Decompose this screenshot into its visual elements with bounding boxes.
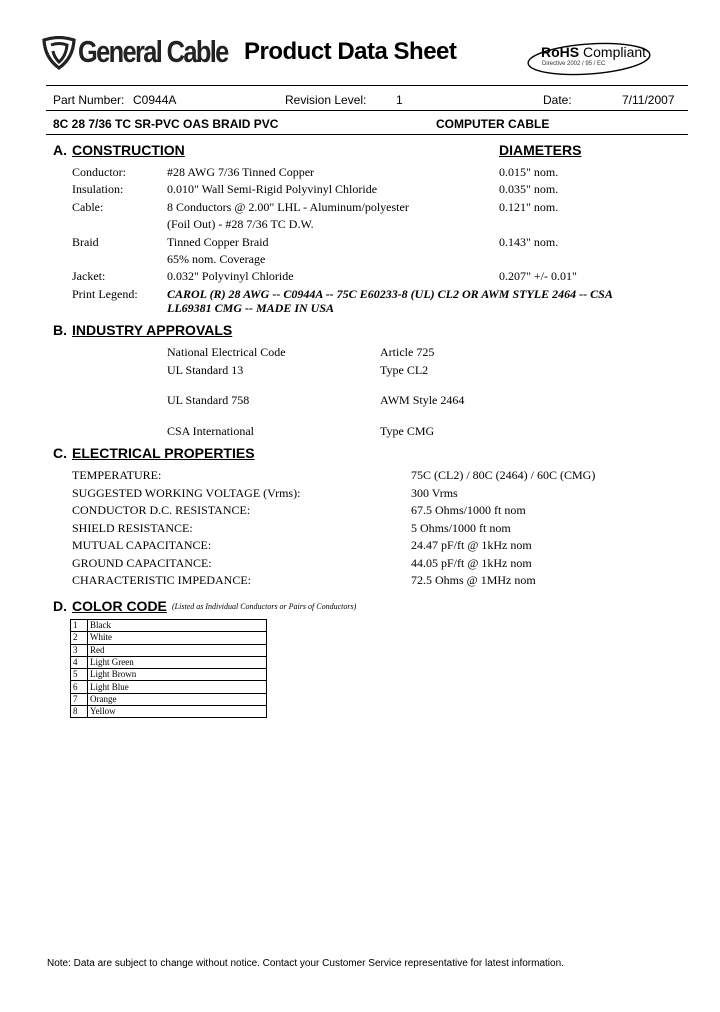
conductor-color: Light Green [88,656,267,668]
table-row [71,693,267,705]
print-legend-label: Print Legend: [72,287,138,301]
insulation-value: 0.010" Wall Semi-Rigid Polyvinyl Chloride [167,182,378,196]
construction-heading: CONSTRUCTION [72,142,185,158]
table-row [71,656,267,668]
property-value: 67.5 Ohms/1000 ft nom [411,503,526,517]
property-value: 72.5 Ohms @ 1MHz nom [411,573,536,587]
insulation-label: Insulation: [72,182,124,196]
cable-value-line2: (Foil Out) - #28 7/36 TC D.W. [167,217,314,231]
conductor-number: 4 [71,656,88,668]
approval-value: Type CMG [380,424,435,438]
conductor-color: Light Brown [88,669,267,681]
approval-value: Article 725 [380,345,435,359]
table-row [71,632,267,644]
table-row [71,706,267,718]
conductor-value: #28 AWG 7/36 Tinned Copper [167,165,315,179]
general-cable-logo-icon [42,36,76,70]
conductor-number: 5 [71,669,88,681]
cable-label: Cable: [72,200,104,214]
property-name: TEMPERATURE: [72,468,162,482]
cable-description: 8C 28 7/36 TC SR-PVC OAS BRAID PVC [53,117,279,131]
conductor-color: Light Blue [88,681,267,693]
conductor-number: 3 [71,644,88,656]
color-code-heading: COLOR CODE [72,598,167,614]
part-number-label: Part Number: [53,93,125,107]
divider-info [46,110,688,111]
rohs-compliant-label [541,44,646,60]
braid-diameter: 0.143" nom. [499,235,559,249]
cable-type: COMPUTER CABLE [436,117,550,131]
divider-top [46,85,688,86]
divider-description [46,134,688,135]
conductor-number: 8 [71,706,88,718]
part-number-value: C0944A [133,93,177,107]
approval-name: CSA International [167,424,254,438]
date-value: 7/11/2007 [622,93,675,107]
table-row [71,644,267,656]
conductor-label: Conductor: [72,165,126,179]
color-code-table [70,619,267,718]
table-row [71,681,267,693]
rohs-directive: Directive 2002 / 95 / EC [542,61,606,67]
brand-name: General Cable [78,34,228,69]
conductor-color: Orange [88,693,267,705]
conductor-number: 7 [71,693,88,705]
industry-approvals-heading: INDUSTRY APPROVALS [72,322,233,338]
property-value: 75C (CL2) / 80C (2464) / 60C (CMG) [411,468,596,482]
property-name: CONDUCTOR D.C. RESISTANCE: [72,503,251,517]
color-code-subtitle: (Listed as Individual Conductors or Pairs of Conductors) [172,602,357,611]
property-name: SUGGESTED WORKING VOLTAGE (Vrms): [72,486,301,500]
print-legend-line2: LL69381 CMG -- MADE IN USA [167,301,335,315]
cable-diameter: 0.121" nom. [499,200,559,214]
conductor-number: 2 [71,632,88,644]
jacket-value: 0.032" Polyvinyl Chloride [167,269,294,283]
revision-level-label: Revision Level: [285,93,367,107]
table-row [71,669,267,681]
property-value: 24.47 pF/ft @ 1kHz nom [411,538,532,552]
rohs-compliant-text: Compliant [583,44,647,60]
section-a-letter: A. [53,142,67,158]
page-title: Product Data Sheet [244,38,457,65]
approval-name: UL Standard 758 [167,393,250,407]
approval-name: National Electrical Code [167,345,286,359]
property-value: 300 Vrms [411,486,458,500]
property-value: 5 Ohms/1000 ft nom [411,521,511,535]
braid-value-line2: 65% nom. Coverage [167,252,266,266]
conductor-number: 6 [71,681,88,693]
footer-note: Note: Data are subject to change without notice. Contact your Customer Service representative for latest information. [47,958,564,969]
conductor-number: 1 [71,620,88,632]
table-row [71,620,267,632]
property-name: CHARACTERISTIC IMPEDANCE: [72,573,252,587]
property-name: SHIELD RESISTANCE: [72,521,193,535]
property-name: MUTUAL CAPACITANCE: [72,538,212,552]
conductor-color: Black [88,620,267,632]
print-legend-line1: CAROL (R) 28 AWG -- C0944A -- 75C E60233-8 (UL) CL2 OR AWM STYLE 2464 -- CSA [167,287,613,301]
conductor-color: White [88,632,267,644]
conductor-color: Red [88,644,267,656]
jacket-diameter: 0.207" +/- 0.01" [499,269,577,283]
revision-level-value: 1 [396,93,403,107]
rohs-bold-text: RoHS [541,44,580,60]
jacket-label: Jacket: [72,269,106,283]
date-label: Date: [543,93,572,107]
conductor-diameter: 0.015" nom. [499,165,559,179]
electrical-properties-heading: ELECTRICAL PROPERTIES [72,445,255,461]
approval-value: Type CL2 [380,363,429,377]
cable-value-line1: 8 Conductors @ 2.00" LHL - Aluminum/polyester [167,200,409,214]
approval-value: AWM Style 2464 [380,393,465,407]
diameters-heading: DIAMETERS [499,142,582,158]
insulation-diameter: 0.035" nom. [499,182,559,196]
section-b-letter: B. [53,322,67,338]
approval-name: UL Standard 13 [167,363,244,377]
property-name: GROUND CAPACITANCE: [72,556,212,570]
braid-value-line1: Tinned Copper Braid [167,235,269,249]
conductor-color: Yellow [88,706,267,718]
braid-label: Braid [72,235,99,249]
section-d-letter: D. [53,598,67,614]
section-c-letter: C. [53,445,67,461]
property-value: 44.05 pF/ft @ 1kHz nom [411,556,532,570]
